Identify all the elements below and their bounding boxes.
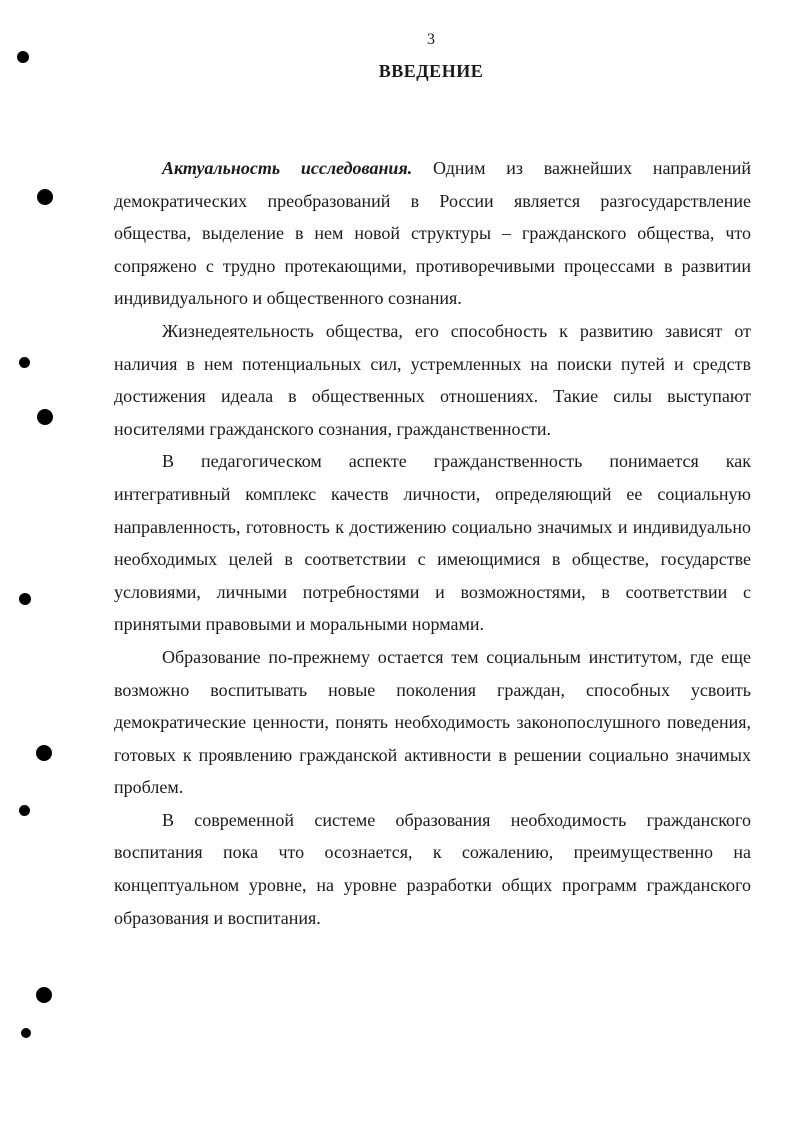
paragraph-lead: Актуальность исследования. — [162, 158, 413, 178]
punch-hole-6 — [36, 745, 52, 761]
punch-hole-8 — [36, 987, 52, 1003]
page-number: 3 — [427, 31, 435, 48]
paragraph: В современной системе образования необходимость гражданского воспитания пока что осознается, к сожалению, преимущественно на концептуальном уровне, на уровне разработки общих программ гражданского образования и воспитания. — [114, 809, 751, 928]
body-text — [114, 152, 751, 934]
punch-hole-3 — [19, 357, 30, 368]
punch-hole-7 — [19, 805, 30, 816]
punch-hole-5 — [19, 593, 31, 605]
punch-hole-4 — [37, 409, 53, 425]
paragraph: Образование по-прежнему остается тем социальным институтом, где еще возможно воспитывать новые поколения граждан, способных усвоить демократические ценности, понять необходимость законопослушного поведения, готовых к проявлению гражданской активности в решении социально значимых проблем. — [114, 646, 751, 798]
punch-hole-2 — [37, 189, 53, 205]
paragraph: Жизнедеятельность общества, его способность к развитию зависят от наличия в нем потенциальных сил, устремленных на поиски путей и средств достижения идеала в общественных отношениях. Такие силы выступают носителями гражданского сознания, гражданственности. — [114, 320, 751, 439]
paragraph-relevance — [114, 152, 751, 315]
punch-hole-9 — [21, 1028, 31, 1038]
section-title: ВВЕДЕНИЕ — [378, 61, 484, 81]
paragraph-text: Одним из важнейших направлений демократических преобразований в России является разгосударствление общества, выделение в нем новой структуры – гражданского общества, что сопряжено с трудно протекающими, противоречивыми процессами в развитии индивидуального и общественного сознания. — [114, 158, 751, 309]
paragraph: В педагогическом аспекте гражданственность понимается как интегративный комплекс качеств личности, определяющий ее социальную направленность, готовность к достижению социально значимых и индивидуально необходимых целей в соответствии с имеющимися в обществе, государстве условиями, личными потребностями и возможностями, в соответствии с принятыми правовыми и моральными нормами. — [114, 451, 751, 635]
